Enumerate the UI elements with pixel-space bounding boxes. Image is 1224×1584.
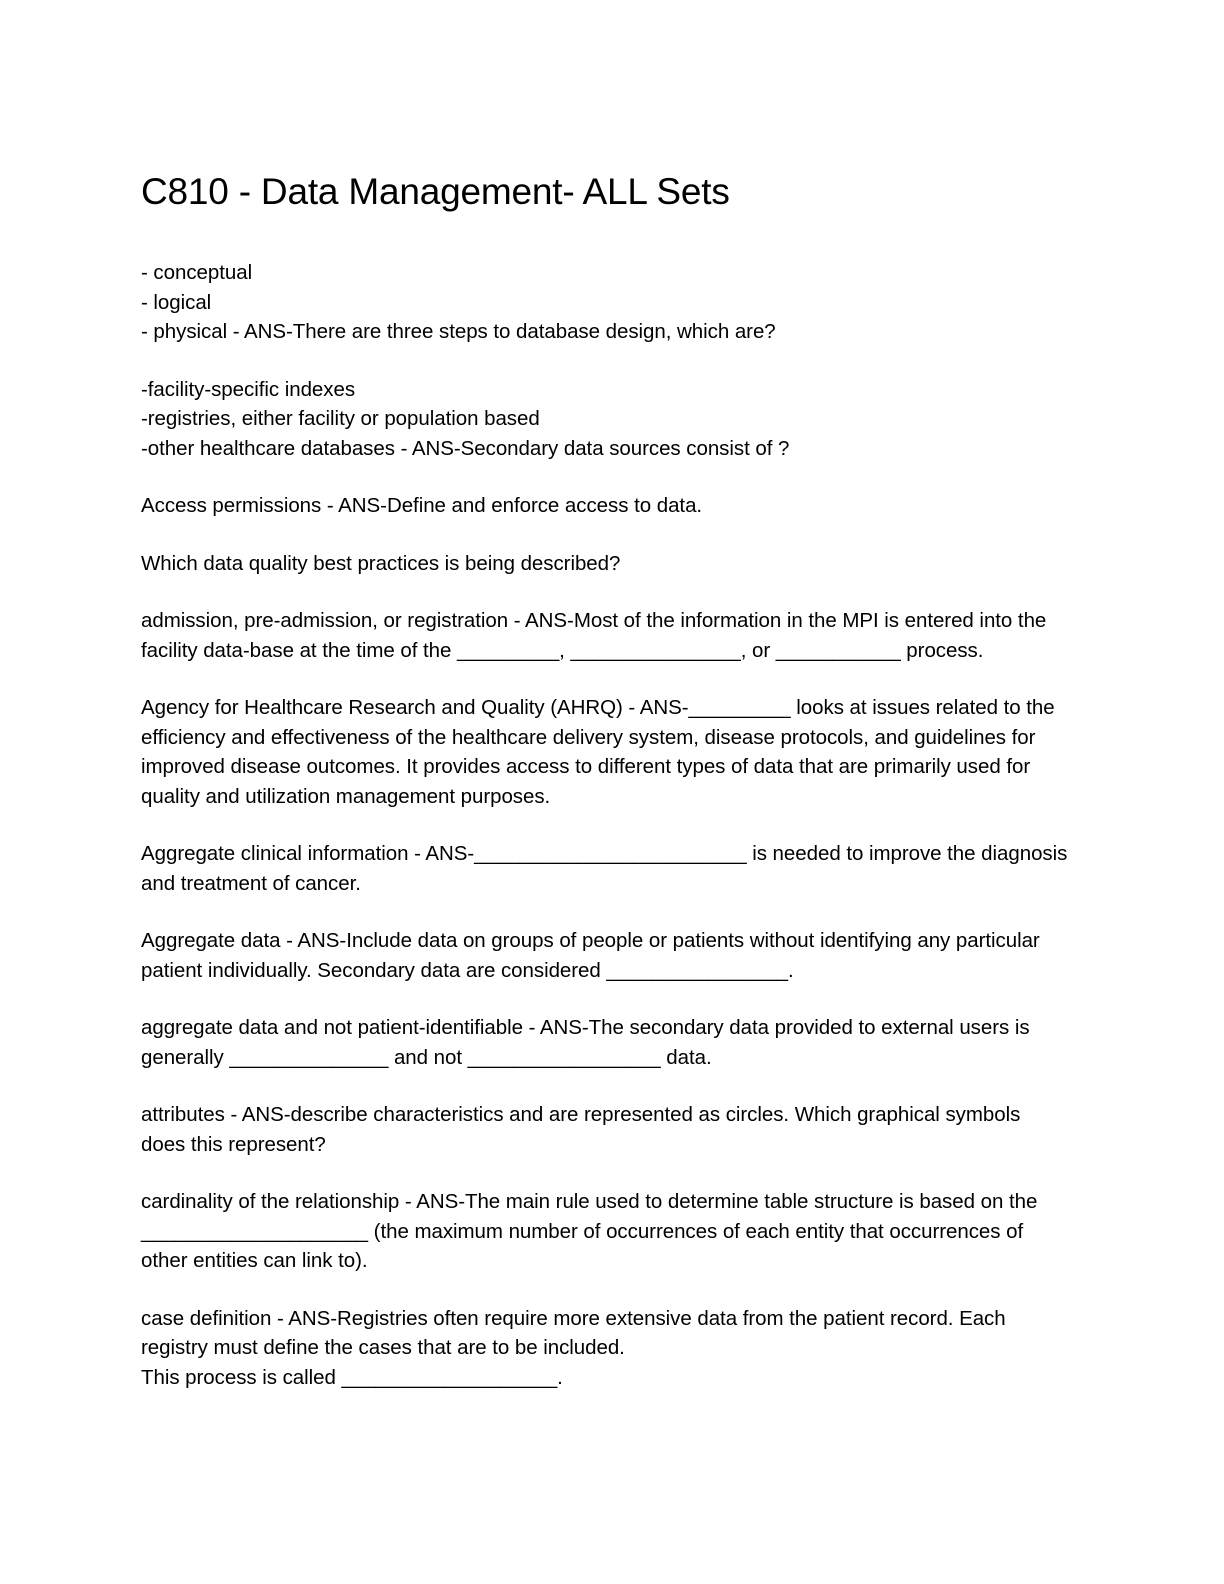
text-block-aggregate-data-not-patient-identifiable (141, 1013, 1069, 1072)
text-line: - conceptual (141, 261, 253, 284)
text-paragraph: cardinality of the relationship - ANS-The main rule used to determine table structure is based on the ____________________ (the maximum number of occurrences of each entity that occurrences of other entities can link to). (141, 1190, 1043, 1272)
text-line: - physical - ANS-There are three steps to database design, which are? (141, 320, 776, 343)
text-line: Access permissions - ANS-Define and enforce access to data. (141, 494, 703, 517)
text-paragraph: case definition - ANS-Registries often require more extensive data from the patient record. Each registry must define the cases that are to be included. (141, 1306, 1012, 1359)
text-block-attributes (141, 1100, 1069, 1159)
text-block-access-permissions (141, 491, 1069, 521)
page-title: C810 - Data Management- ALL Sets (141, 171, 730, 212)
text-block-ahrq (141, 693, 1069, 811)
text-paragraph: admission, pre-admission, or registration - ANS-Most of the information in the MPI is entered into the facility data-base at the time of the _________, _______________, or ___________ process. (141, 609, 1052, 662)
text-paragraph: Aggregate clinical information - ANS-________________________ is needed to improve the diagnosis and treatment of cancer. (141, 842, 1073, 895)
text-line: -registries, either facility or population based (141, 407, 540, 430)
text-paragraph: Agency for Healthcare Research and Quality (AHRQ) - ANS-_________ looks at issues related to the efficiency and effectiveness of the healthcare delivery system, disease protocols, and guidelines for improved disease outcomes. It provides access to different types of data that are primarily used for quality and utilization management purposes. (141, 696, 1061, 808)
text-paragraph: aggregate data and not patient-identifiable - ANS-The secondary data provided to external users is generally ______________ and not _________________ data. (141, 1016, 1036, 1069)
text-block-cardinality-of-the-relationship (141, 1187, 1069, 1276)
text-block-data-quality-question (141, 549, 1069, 579)
text-line: Which data quality best practices is being described? (141, 551, 621, 575)
text-block-database-design-steps (141, 258, 1069, 347)
text-block-aggregate-data (141, 926, 1069, 985)
text-paragraph: Aggregate data - ANS-Include data on groups of people or patients without identifying any particular patient individually. Secondary data are considered ________________. (141, 929, 1046, 982)
text-block-secondary-data-sources (141, 375, 1069, 464)
text-block-case-definition (141, 1304, 1069, 1393)
text-block-aggregate-clinical-information (141, 839, 1073, 898)
text-line: This process is called ___________________. (141, 1365, 563, 1389)
text-block-mpi-entry-points (141, 606, 1069, 665)
text-line: -other healthcare databases - ANS-Secondary data sources consist of ? (141, 436, 790, 460)
text-line: - logical (141, 290, 212, 314)
document-content (141, 170, 1073, 1392)
text-line: -facility-specific indexes (141, 377, 356, 401)
text-paragraph: attributes - ANS-describe characteristics and are represented as circles. Which graphical symbols does this represent? (141, 1103, 1026, 1156)
